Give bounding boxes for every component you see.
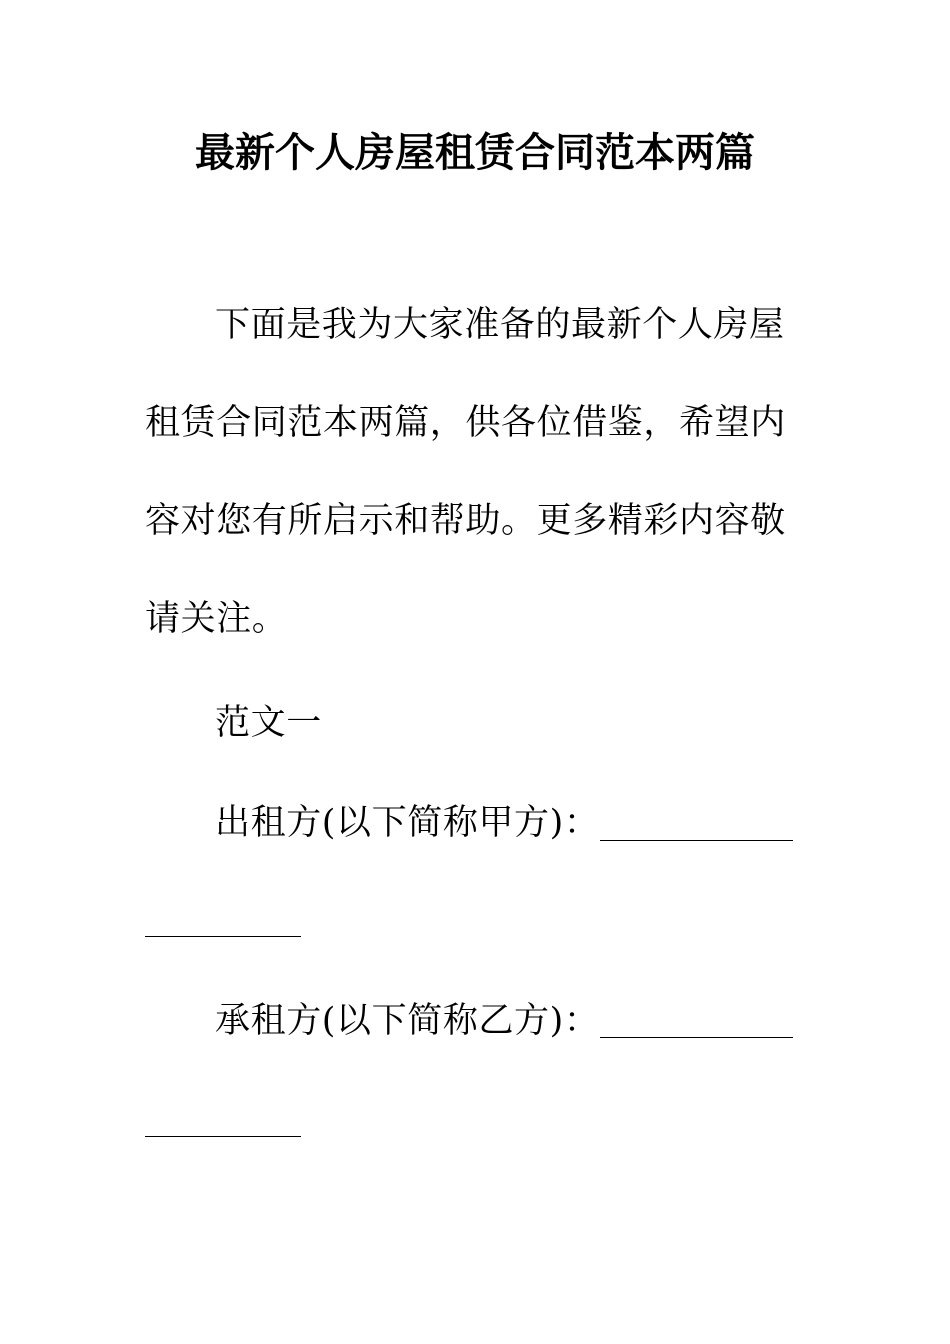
lessee-blank-line (600, 1037, 793, 1038)
lessee-label: 承租方(以下简称乙方)： (215, 1001, 600, 1041)
lessee-blank-line-continued (145, 1136, 301, 1137)
document-title: 最新个人房屋租赁合同范本两篇 (195, 129, 755, 176)
lessor-blank-line (600, 840, 793, 841)
lessor-label: 出租方(以下简称甲方)： (215, 803, 600, 843)
lessor-blank-line-continued (145, 936, 301, 937)
intro-paragraph: 下面是我为大家准备的最新个人房屋租赁合同范本两篇，供各位借鉴，希望内容对您有所启示和帮助。更多精彩内容敬请关注。 (145, 305, 786, 639)
section-heading: 范文一 (215, 703, 322, 743)
